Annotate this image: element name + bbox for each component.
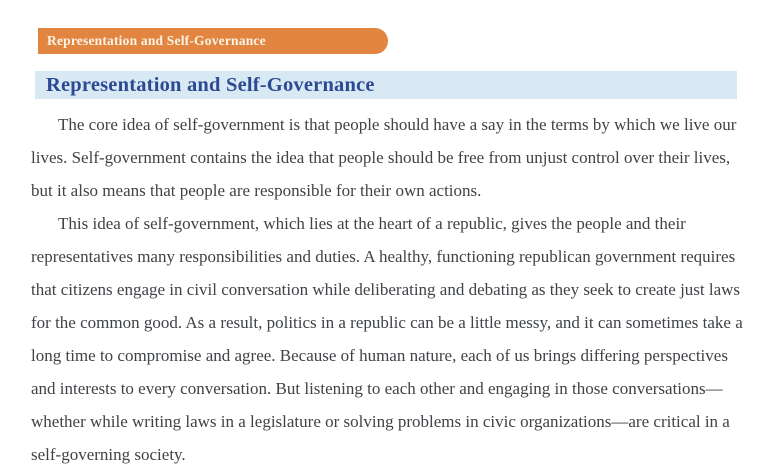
page-title [35,71,737,99]
paragraph: The core idea of self-government is that people should have a say in the terms by which we live our lives. Self-government contains the idea that people should be free from unjust control over their lives, but it also means that people are responsible for their own actions. [31,115,737,200]
paragraph: This idea of self-government, which lies at the heart of a republic, gives the people and their representatives many responsibilities and duties. A healthy, functioning republican government requires that citizens engage in civil conversation while deliberating and debating as they seek to create just laws for the common good. As a result, politics in a republic can be a little messy, and it can sometimes take a long time to compromise and agree. Because of human nature, each of us brings differing perspectives and interests to every conversation. But listening to each other and engaging in those conversations—whether while writing laws in a legislature or solving problems in civic organizations—are critical in a self-governing society. [31,214,743,464]
section-tab-label: Representation and Self-Governance [47,33,266,48]
section-tab [38,28,388,54]
article-body [31,108,743,466]
page-title-text: Representation and Self-Governance [46,73,375,96]
